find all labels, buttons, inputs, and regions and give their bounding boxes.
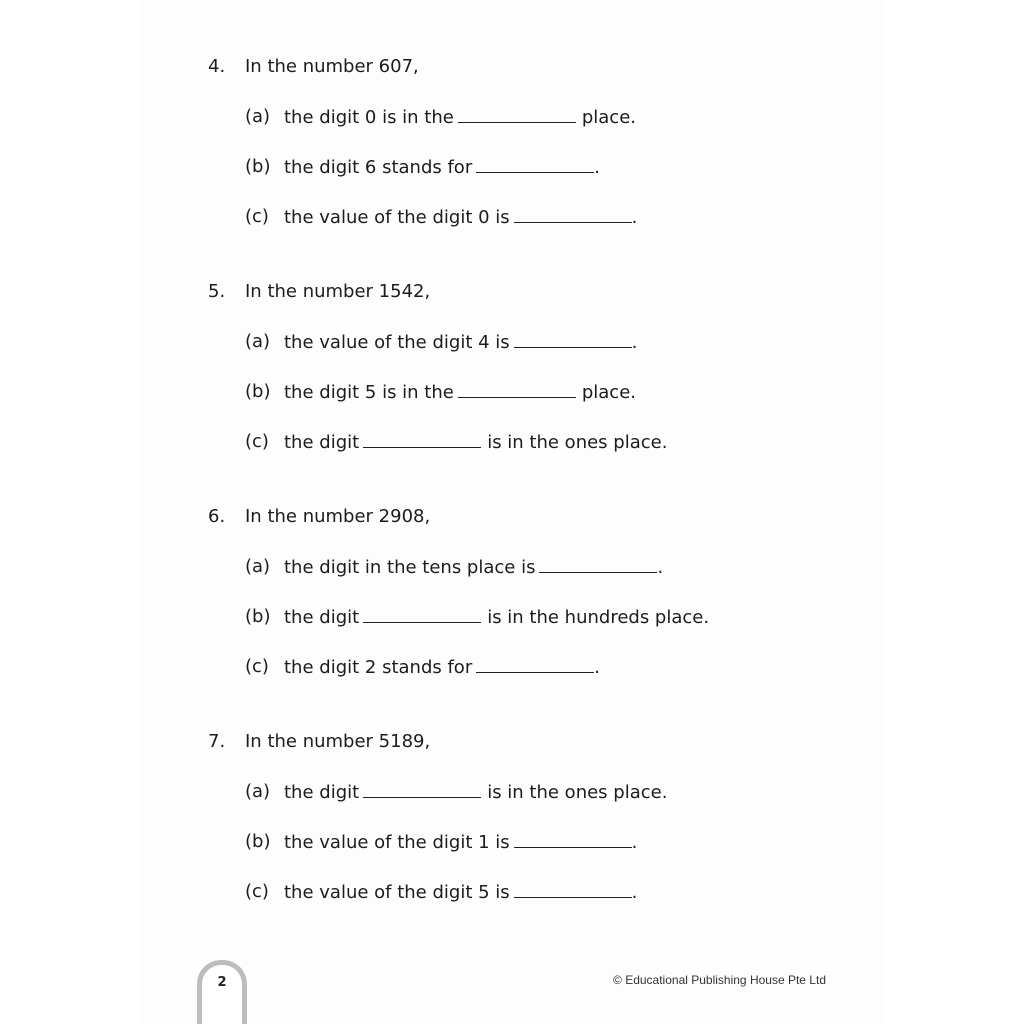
answer-blank[interactable] (363, 602, 481, 623)
page-number-tab (197, 960, 247, 1024)
answer-blank[interactable] (458, 102, 576, 123)
part-text-after: . (631, 332, 638, 353)
question-5a (208, 327, 828, 357)
part-letter: (c) (245, 656, 269, 677)
answer-blank[interactable] (514, 877, 632, 898)
part-text-after: place. (581, 382, 636, 403)
part-text-before: the digit (284, 432, 360, 453)
question-text: In the number 5189, (245, 731, 431, 752)
question-4b (208, 152, 828, 182)
part-text-after: . (631, 832, 638, 853)
copyright-notice: © Educational Publishing House Pte Ltd (613, 973, 826, 987)
question-text: In the number 2908, (245, 506, 431, 527)
question-7 (208, 727, 828, 907)
question-text: In the number 607, (245, 56, 419, 77)
part-letter: (c) (245, 881, 269, 902)
answer-blank[interactable] (458, 377, 576, 398)
answer-blank[interactable] (514, 827, 632, 848)
part-letter: (b) (245, 156, 271, 177)
part-text-before: the value of the digit 1 is (284, 832, 510, 853)
question-5 (208, 277, 828, 457)
question-header (208, 277, 828, 307)
part-text-before: the digit in the tens place is (284, 557, 536, 578)
answer-blank[interactable] (514, 202, 632, 223)
page-number: 2 (217, 975, 227, 990)
question-6b (208, 602, 828, 632)
part-letter: (b) (245, 381, 271, 402)
part-letter: (b) (245, 606, 271, 627)
part-letter: (a) (245, 781, 271, 802)
answer-blank[interactable] (514, 327, 632, 348)
question-number: 4. (208, 56, 226, 77)
part-text-before: the digit 2 stands for (284, 657, 473, 678)
question-4c (208, 202, 828, 232)
question-header (208, 52, 828, 82)
question-header (208, 502, 828, 532)
part-text-after: . (594, 657, 600, 678)
part-text-before: the digit 6 stands for (284, 157, 473, 178)
question-4a (208, 102, 828, 132)
part-text-before: the digit 5 is in the (284, 382, 454, 403)
answer-blank[interactable] (476, 152, 594, 173)
part-text-after: . (631, 882, 638, 903)
answer-blank[interactable] (363, 777, 481, 798)
part-text-before: the digit (284, 607, 360, 628)
part-text-after: . (657, 557, 664, 578)
question-6c (208, 652, 828, 682)
question-7c (208, 877, 828, 907)
question-6a (208, 552, 828, 582)
question-text: In the number 1542, (245, 281, 431, 302)
question-number: 5. (208, 281, 226, 302)
question-7b (208, 827, 828, 857)
question-header (208, 727, 828, 757)
part-text-after: . (631, 207, 638, 228)
part-text-after: . (594, 157, 600, 178)
part-text-before: the value of the digit 5 is (284, 882, 510, 903)
question-5c (208, 427, 828, 457)
part-letter: (b) (245, 831, 271, 852)
part-text-before: the value of the digit 4 is (284, 332, 510, 353)
part-text-before: the digit (284, 782, 360, 803)
part-letter: (a) (245, 106, 271, 127)
answer-blank[interactable] (539, 552, 657, 573)
part-text-after: is in the ones place. (487, 432, 668, 453)
question-number: 7. (208, 731, 226, 752)
part-text-after: is in the ones place. (487, 782, 668, 803)
part-letter: (a) (245, 556, 271, 577)
answer-blank[interactable] (363, 427, 481, 448)
question-7a (208, 777, 828, 807)
part-letter: (c) (245, 431, 269, 452)
answer-blank[interactable] (476, 652, 594, 673)
part-text-before: the digit 0 is in the (284, 107, 454, 128)
part-text-after: place. (581, 107, 636, 128)
part-text-after: is in the hundreds place. (487, 607, 710, 628)
part-letter: (c) (245, 206, 269, 227)
question-5b (208, 377, 828, 407)
question-6 (208, 502, 828, 682)
part-text-before: the value of the digit 0 is (284, 207, 510, 228)
part-letter: (a) (245, 331, 271, 352)
question-number: 6. (208, 506, 226, 527)
question-4 (208, 52, 828, 232)
